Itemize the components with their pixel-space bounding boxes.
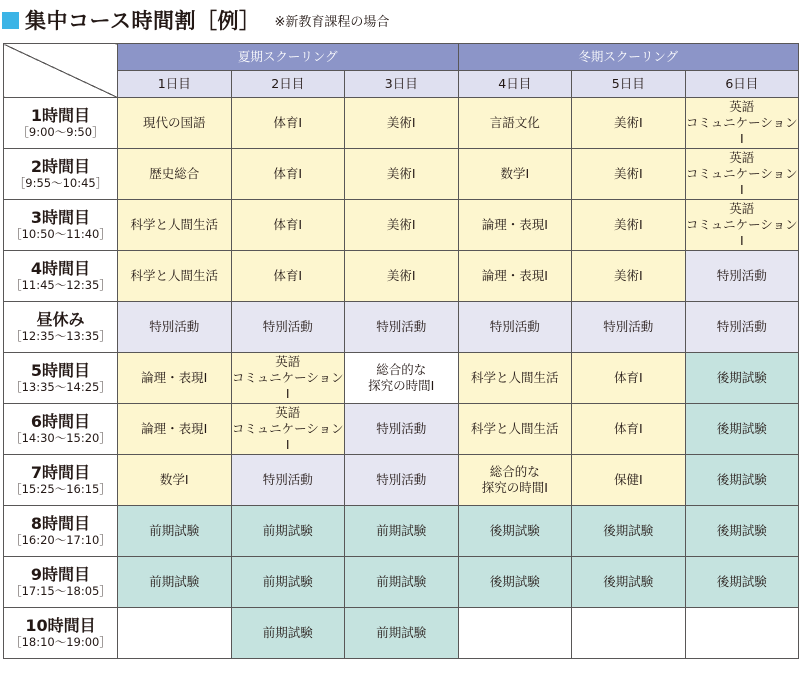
timetable-cell	[458, 506, 572, 557]
period-row	[4, 149, 799, 200]
timetable-cell	[118, 353, 232, 404]
subject-text: 後期試験	[716, 421, 767, 436]
period-time: ［18:10～19:00］	[10, 635, 111, 649]
period-label: 9時間目	[30, 565, 91, 584]
timetable-cell	[231, 353, 345, 404]
subject-text: コミュニケーションⅠ	[231, 370, 344, 401]
subject-text: 後期試験	[603, 574, 654, 589]
title-square-icon	[2, 12, 19, 29]
day-header: 4日目	[458, 71, 572, 98]
timetable-cell	[458, 353, 572, 404]
timetable-cell	[458, 557, 572, 608]
subject-text: 科学と人間生活	[471, 421, 559, 436]
subject-text: 科学と人間生活	[471, 370, 559, 385]
timetable-cell	[458, 404, 572, 455]
subject-text: 美術Ⅰ	[613, 166, 643, 181]
subject-text: 特別活動	[262, 472, 313, 487]
timetable-cell	[458, 302, 572, 353]
timetable-cell	[685, 149, 799, 200]
subject-text: 総合的な	[376, 362, 427, 377]
subject-text: 美術Ⅰ	[386, 268, 416, 283]
timetable-cell	[458, 251, 572, 302]
period-row	[4, 98, 799, 149]
subject-text: 美術Ⅰ	[613, 268, 643, 283]
timetable-cell	[345, 608, 459, 659]
period-label: 7時間目	[30, 463, 91, 482]
subject-text: 特別活動	[716, 319, 767, 334]
subject-text: 英語	[729, 201, 755, 216]
subject-text: 特別活動	[376, 421, 427, 436]
timetable-cell	[572, 200, 686, 251]
timetable-cell	[231, 455, 345, 506]
timetable-cell	[231, 149, 345, 200]
subject-text: 前期試験	[376, 574, 427, 589]
subject-text: 後期試験	[716, 574, 767, 589]
day-header: 1日目	[118, 71, 232, 98]
day-header: 6日目	[685, 71, 799, 98]
subject-text: コミュニケーションⅠ	[685, 115, 798, 146]
subject-text: 体育Ⅰ	[613, 370, 643, 385]
timetable-cell	[345, 404, 459, 455]
subject-text: 特別活動	[149, 319, 200, 334]
subject-text: 後期試験	[716, 523, 767, 538]
timetable-cell	[118, 149, 232, 200]
day-header-row	[4, 71, 799, 98]
timetable-cell	[118, 302, 232, 353]
period-row	[4, 251, 799, 302]
period-label: 5時間目	[30, 361, 91, 380]
period-time: ［11:45～12:35］	[10, 278, 111, 292]
period-label: 10時間目	[25, 616, 96, 635]
timetable-cell	[572, 251, 686, 302]
subject-text: 論理・表現Ⅰ	[141, 421, 208, 436]
subject-text: 体育Ⅰ	[273, 166, 303, 181]
subject-text: 論理・表現Ⅰ	[141, 370, 208, 385]
period-row	[4, 302, 799, 353]
session-header-row	[4, 44, 799, 71]
timetable-cell	[458, 455, 572, 506]
subject-text: 特別活動	[603, 319, 654, 334]
subject-text: 美術Ⅰ	[386, 115, 416, 130]
subject-text: 後期試験	[716, 472, 767, 487]
subject-text: 科学と人間生活	[130, 217, 218, 232]
subject-text: 論理・表現Ⅰ	[481, 268, 548, 283]
title-note: ※新教育課程の場合	[274, 14, 390, 30]
period-header	[4, 149, 118, 200]
period-label: 6時間目	[30, 412, 91, 431]
timetable-cell	[685, 302, 799, 353]
period-row	[4, 608, 799, 659]
period-time: ［9:00～9:50］	[17, 125, 104, 139]
period-time: ［15:25～16:15］	[10, 482, 111, 496]
period-label: 8時間目	[30, 514, 91, 533]
subject-text: 体育Ⅰ	[273, 217, 303, 232]
subject-text: 英語	[729, 99, 755, 114]
subject-text: 前期試験	[262, 574, 313, 589]
subject-text: 特別活動	[262, 319, 313, 334]
empty-cell	[118, 608, 232, 659]
period-header	[4, 608, 118, 659]
timetable-cell	[231, 200, 345, 251]
subject-text: 体育Ⅰ	[273, 115, 303, 130]
session-winter: 冬期スクーリング	[458, 44, 799, 71]
empty-cell	[458, 608, 572, 659]
period-label: 2時間目	[30, 157, 91, 176]
subject-text: 美術Ⅰ	[386, 166, 416, 181]
timetable-cell	[231, 506, 345, 557]
timetable-cell	[231, 98, 345, 149]
subject-text: 数学Ⅰ	[500, 166, 530, 181]
subject-text: 特別活動	[489, 319, 540, 334]
timetable-cell	[118, 557, 232, 608]
timetable-cell	[458, 149, 572, 200]
subject-text: 前期試験	[149, 574, 200, 589]
subject-text: 後期試験	[489, 574, 540, 589]
period-time: ［16:20～17:10］	[10, 533, 111, 547]
timetable-cell	[572, 353, 686, 404]
period-label: 4時間目	[30, 259, 91, 278]
period-row	[4, 200, 799, 251]
subject-text: 美術Ⅰ	[386, 217, 416, 232]
subject-text: コミュニケーションⅠ	[231, 421, 344, 452]
period-header	[4, 455, 118, 506]
subject-text: 歴史総合	[149, 166, 200, 181]
subject-text: 体育Ⅰ	[273, 268, 303, 283]
timetable-cell	[231, 302, 345, 353]
subject-text: 後期試験	[603, 523, 654, 538]
subject-text: 英語	[275, 405, 301, 420]
timetable-cell	[118, 200, 232, 251]
subject-text: 保健Ⅰ	[613, 472, 643, 487]
timetable-cell	[685, 455, 799, 506]
period-row	[4, 455, 799, 506]
period-row	[4, 353, 799, 404]
timetable-cell	[572, 455, 686, 506]
subject-text: 後期試験	[489, 523, 540, 538]
timetable-cell	[345, 200, 459, 251]
timetable-cell	[572, 557, 686, 608]
day-header: 5日目	[572, 71, 686, 98]
timetable-cell	[572, 404, 686, 455]
period-header	[4, 200, 118, 251]
empty-cell	[572, 608, 686, 659]
timetable-cell	[231, 251, 345, 302]
timetable-cell	[572, 98, 686, 149]
subject-text: 美術Ⅰ	[613, 217, 643, 232]
timetable-cell	[458, 98, 572, 149]
period-header	[4, 506, 118, 557]
subject-text: 探究の時間Ⅰ	[481, 480, 548, 495]
subject-text: 言語文化	[489, 115, 540, 130]
corner-cell	[4, 44, 118, 98]
subject-text: 論理・表現Ⅰ	[481, 217, 548, 232]
subject-text: 英語	[729, 150, 755, 165]
timetable-cell	[231, 404, 345, 455]
timetable-cell	[572, 149, 686, 200]
timetable-cell	[345, 353, 459, 404]
period-time: ［12:35～13:35］	[10, 329, 111, 343]
timetable-cell	[685, 251, 799, 302]
timetable-cell	[345, 251, 459, 302]
subject-text: 特別活動	[376, 472, 427, 487]
timetable-cell	[231, 557, 345, 608]
period-row	[4, 506, 799, 557]
period-time: ［10:50～11:40］	[10, 227, 111, 241]
period-header	[4, 404, 118, 455]
subject-text: 数学Ⅰ	[159, 472, 189, 487]
timetable-cell	[458, 200, 572, 251]
subject-text: 前期試験	[262, 523, 313, 538]
subject-text: 体育Ⅰ	[613, 421, 643, 436]
timetable-cell	[345, 149, 459, 200]
timetable-cell	[685, 353, 799, 404]
subject-text: コミュニケーションⅠ	[685, 166, 798, 197]
timetable-cell	[685, 98, 799, 149]
subject-text: 特別活動	[376, 319, 427, 334]
timetable-cell	[345, 506, 459, 557]
timetable-cell	[345, 98, 459, 149]
timetable-cell	[118, 455, 232, 506]
subject-text: 前期試験	[376, 625, 427, 640]
timetable-cell	[345, 455, 459, 506]
timetable-cell	[685, 506, 799, 557]
subject-text: 英語	[275, 354, 301, 369]
subject-text: 探究の時間Ⅰ	[368, 378, 435, 393]
period-time: ［9:55～10:45］	[13, 176, 108, 190]
timetable-cell	[572, 302, 686, 353]
timetable-cell	[118, 251, 232, 302]
timetable-cell	[685, 557, 799, 608]
period-header	[4, 353, 118, 404]
timetable-cell	[231, 608, 345, 659]
period-header	[4, 557, 118, 608]
period-row	[4, 404, 799, 455]
timetable-cell	[118, 404, 232, 455]
timetable-cell	[685, 404, 799, 455]
period-header	[4, 302, 118, 353]
period-label: 1時間目	[30, 106, 91, 125]
subject-text: 科学と人間生活	[130, 268, 218, 283]
period-time: ［17:15～18:05］	[10, 584, 111, 598]
subject-text: 特別活動	[716, 268, 767, 283]
period-row	[4, 557, 799, 608]
day-header: 2日目	[231, 71, 345, 98]
period-label: 3時間目	[30, 208, 91, 227]
session-summer: 夏期スクーリング	[118, 44, 459, 71]
timetable-cell	[118, 98, 232, 149]
subject-text: コミュニケーションⅠ	[685, 217, 798, 248]
subject-text: 前期試験	[376, 523, 427, 538]
subject-text: 現代の国語	[142, 115, 206, 130]
timetable-cell	[118, 506, 232, 557]
period-label: 昼休み	[36, 310, 85, 329]
subject-text: 総合的な	[489, 464, 540, 479]
subject-text: 前期試験	[149, 523, 200, 538]
page-title: 集中コース時間割［例］	[25, 9, 261, 33]
timetable-cell	[685, 200, 799, 251]
day-header: 3日目	[345, 71, 459, 98]
timetable	[3, 43, 799, 659]
period-time: ［13:35～14:25］	[10, 380, 111, 394]
timetable-cell	[572, 506, 686, 557]
empty-cell	[685, 608, 799, 659]
subject-text: 前期試験	[262, 625, 313, 640]
title-row	[0, 0, 800, 40]
period-time: ［14:30～15:20］	[10, 431, 111, 445]
timetable-cell	[345, 302, 459, 353]
timetable-cell	[345, 557, 459, 608]
period-header	[4, 98, 118, 149]
period-header	[4, 251, 118, 302]
subject-text: 後期試験	[716, 370, 767, 385]
subject-text: 美術Ⅰ	[613, 115, 643, 130]
